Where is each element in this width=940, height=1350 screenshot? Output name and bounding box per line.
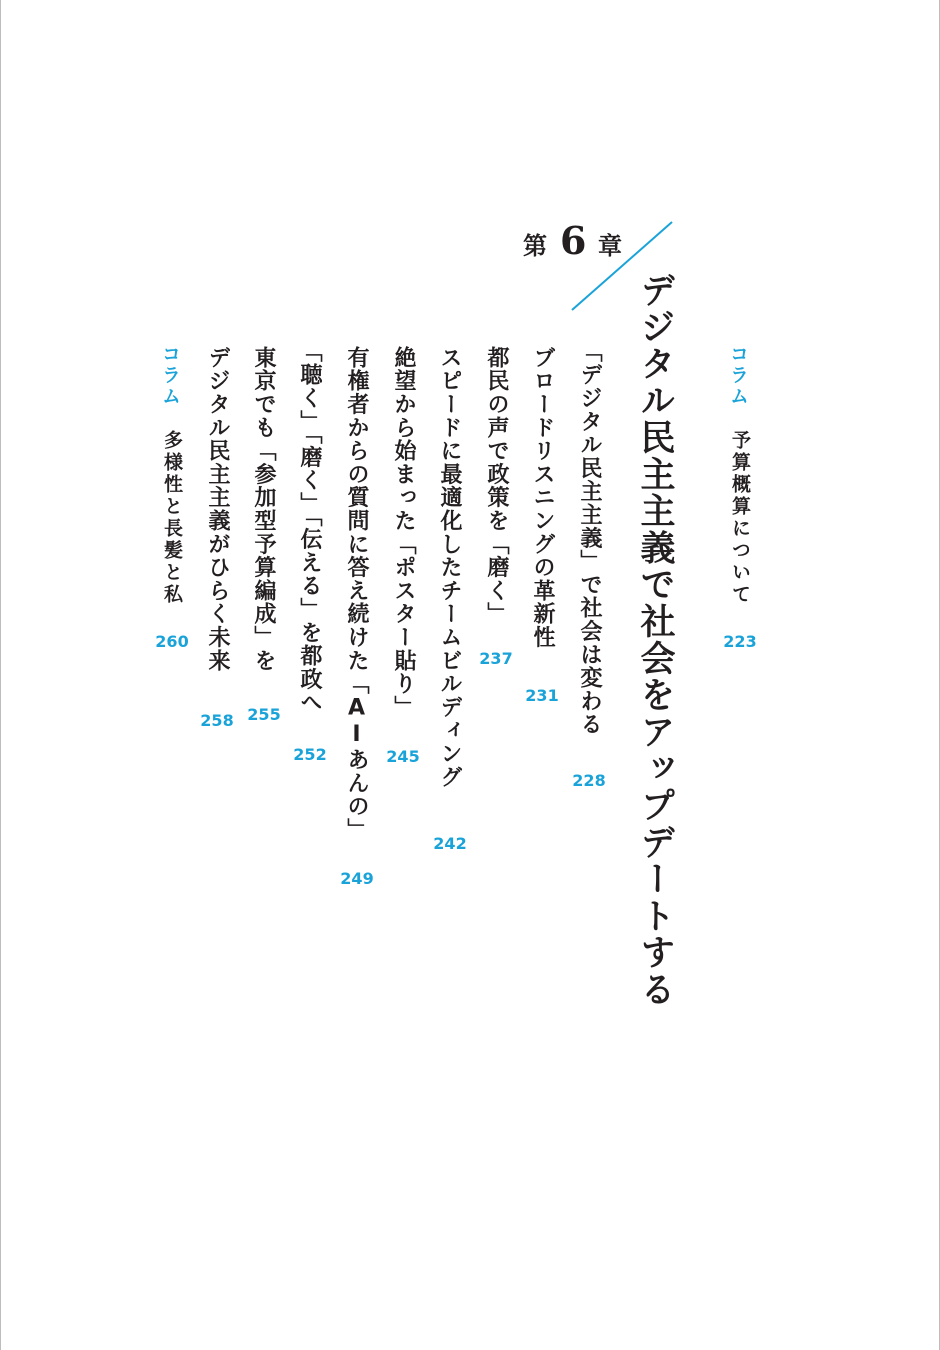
toc-page-number: 252 [293,745,327,764]
toc-item-title: 東京でも「参加型予算編成」を [251,346,276,673]
toc-page-number: 258 [200,711,234,730]
toc-page-number: 249 [340,869,374,888]
chapter-divider-line [1,0,940,1350]
toc-page-number: 242 [433,834,467,853]
toc-item-title: 「デジタル民主主義」で社会は変わる [577,340,602,737]
column-marker: コラム [727,344,749,407]
toc-item-title: 絶望から始まった「ポスター貼り」 [391,346,416,719]
toc-item-title: ブロードリスニングの革新性 [530,346,555,649]
toc-item-title: 予算概算について [729,430,751,606]
toc-page-number: 255 [247,705,281,724]
toc-item-title: 「聴く」「磨く」「伝える」を都政へ [297,340,322,715]
chapter-title: デジタル民主主義で社会をアップデートする [635,272,676,1008]
toc-item-title: デジタル民主主義がひらく未来 [205,346,230,673]
toc-item-title: 有権者からの質問に答え続けた「AIあんの」 [344,346,369,842]
chapter-sho: 章 [598,231,622,260]
toc-item-title: 多様性と長髪と私 [161,430,183,606]
toc-page-number: 223 [723,632,757,651]
toc-page-number: 237 [479,649,513,668]
chapter-number-label [523,218,633,262]
chapter-number: 6 [560,218,587,263]
chapter-dai: 第 [523,231,547,260]
toc-item-title: 都民の声で政策を「磨く」 [484,346,509,626]
toc-page-number: 260 [155,632,189,651]
column-marker: コラム [159,344,181,407]
toc-page-number: 228 [572,771,606,790]
toc-page-number: 231 [525,686,559,705]
toc-page-number: 245 [386,747,420,766]
toc-item-title: スピードに最適化したチームビルディング [437,346,462,789]
